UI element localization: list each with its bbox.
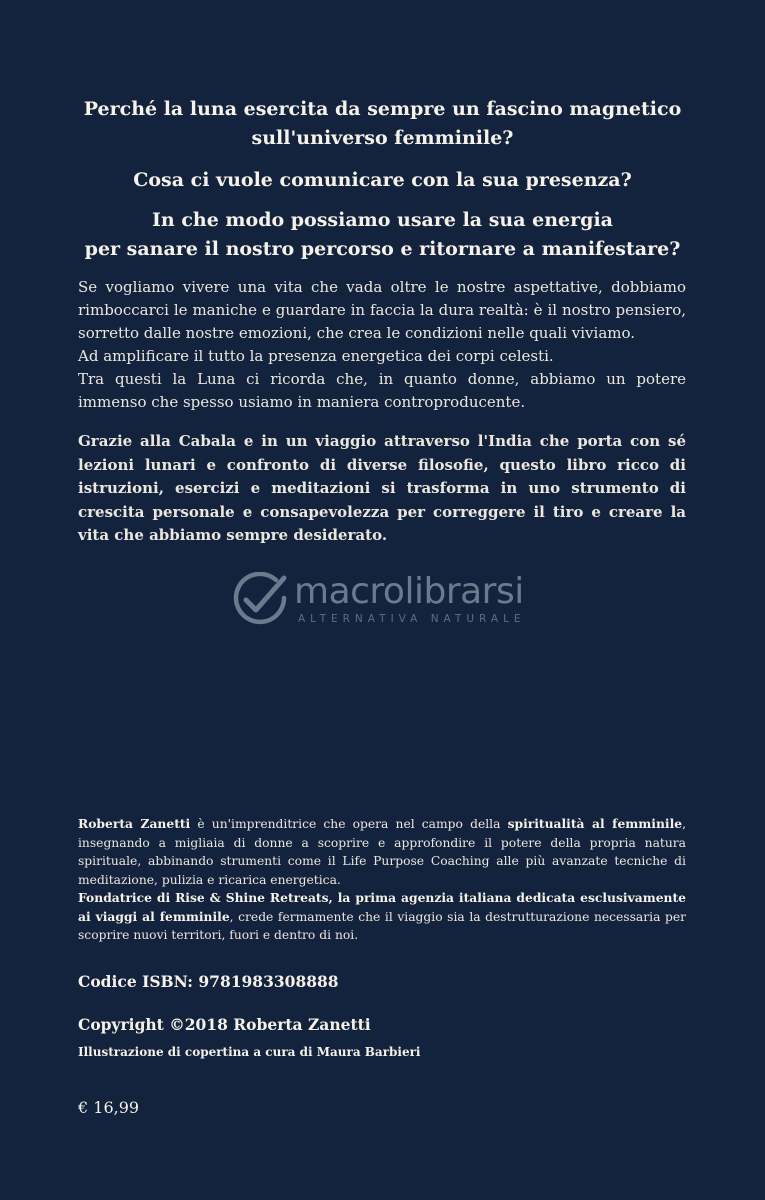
opening-question (0, 95, 765, 153)
opening-question-line-1: Perché la luna esercita da sempre un fascino magnetico (83, 98, 682, 120)
intro-paragraph (78, 276, 686, 414)
watermark-tagline: ALTERNATIVA NATURALE (298, 613, 526, 625)
isbn-code: Codice ISBN: 9781983308888 (78, 972, 339, 991)
book-description: Grazie alla Cabala e in un viaggio attraverso l'India che porta con sé lezioni lunari e confronto di diverse filosofie, questo libro ricco di istruzioni, esercizi e meditazioni si trasforma in uno strumento di crescita personale e consapevolezza per correggere il tiro e creare la vita che abbiamo sempre desiderato. (78, 432, 686, 544)
macrolibrarsi-watermark (232, 570, 542, 630)
illustration-credit: Illustrazione di copertina a cura di Maura Barbieri (78, 1045, 421, 1059)
watermark-brand-name: macrolibrarsi (294, 571, 524, 612)
bio-text-2: , insegnando a migliaia di donne a scoprire e approfondire il potere della propria natura spirituale, abbinando strumenti come il Life Purpose Coaching alle più avanzate tecniche di meditazione, pulizia e ricarica energetica. (78, 817, 686, 887)
intro-sentence-2: Ad amplificare il tutto la presenza energetica dei corpi celesti. (78, 347, 554, 365)
bio-highlight-2: Fondatrice di Rise & Shine Retreats, la prima agenzia italiana dedicata esclusivamente ai viaggi al femminile (78, 890, 686, 924)
author-bio (78, 815, 686, 945)
second-question: Cosa ci vuole comunicare con la sua presenza? (133, 169, 632, 191)
opening-question-line-2: sull'universo femminile? (251, 127, 514, 149)
third-question-line-1: In che modo possiamo usare la sua energia (152, 209, 613, 231)
intro-sentence-3: Tra questi la Luna ci ricorda che, in quanto donne, abbiamo un potere immenso che spesso usiamo in maniera controproducente. (78, 370, 686, 411)
price-label: € 16,99 (78, 1098, 140, 1117)
third-question-line-2: per sanare il nostro percorso e ritornare a manifestare? (84, 238, 681, 260)
copyright-line: Copyright ©2018 Roberta Zanetti (78, 1015, 371, 1034)
bio-highlight-1: spiritualità al femminile (507, 816, 683, 831)
bio-text-3: , crede fermamente che il viaggio sia la destrutturazione necessaria per scoprire nuovi territori, fuori e dentro di noi. (78, 909, 686, 942)
author-name: Roberta Zanetti (78, 816, 191, 831)
checkmark-swoosh-logo-icon (232, 572, 292, 628)
third-question (0, 206, 765, 264)
intro-sentence-1: Se vogliamo vivere una vita che vada oltre le nostre aspettative, dobbiamo rimboccarci le maniche e guardare in faccia la dura realtà: è il nostro pensiero, sorretto dalle nostre emozioni, che crea le condizioni nelle quali viviamo. (78, 278, 686, 342)
bio-text-1: è un'imprenditrice che opera nel campo della (190, 817, 508, 831)
